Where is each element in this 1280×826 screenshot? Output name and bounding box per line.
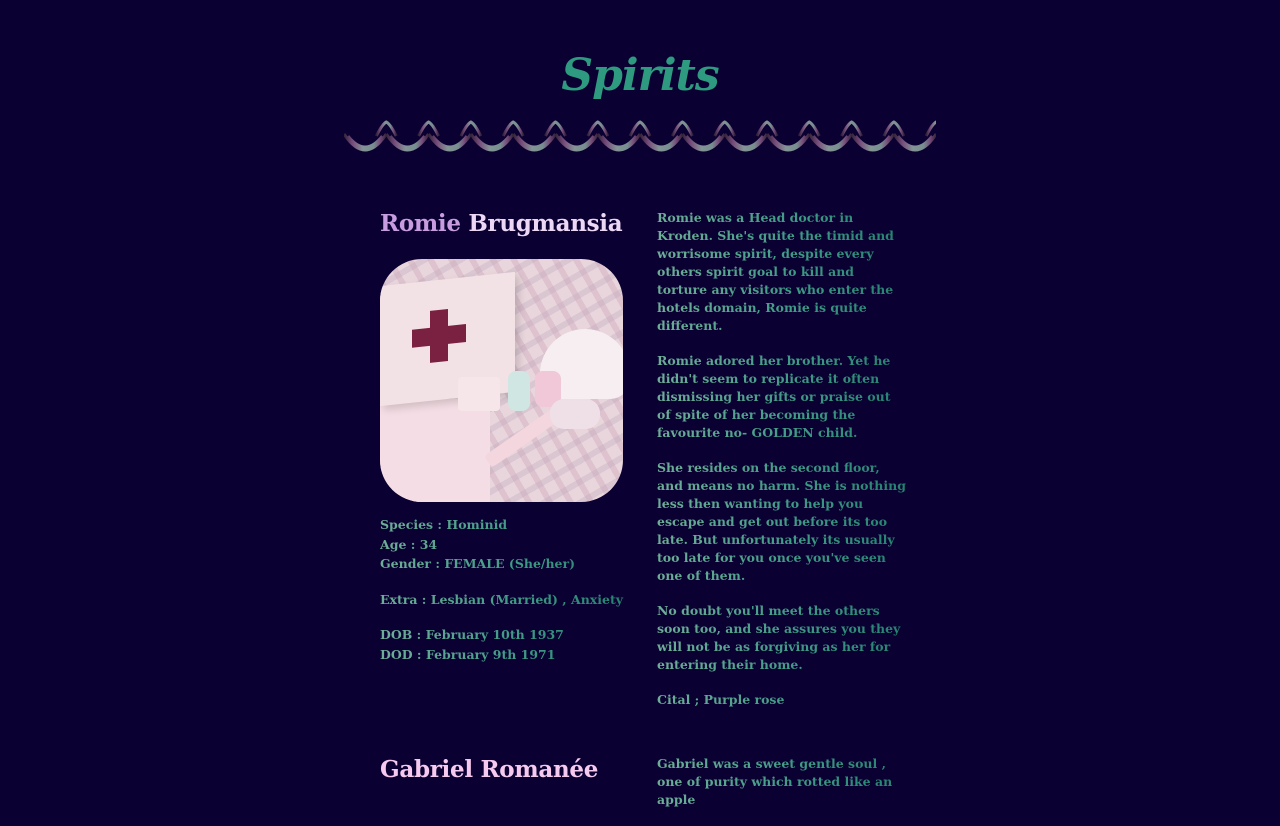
bio-paragraph: Gabriel was a sweet gentle soul , one of purity which rotted like an apple [657,756,893,807]
tape-rolls [550,399,600,429]
pill-box [458,377,500,411]
spirit-bio [657,755,907,826]
lace-scallop [640,134,682,150]
lace-scallop [894,134,936,150]
bio-cital: Cital ; Purple rose [657,692,785,707]
stat-species: Species : Hominid [380,517,508,532]
lace-scallop [513,134,555,150]
notepad [380,399,490,502]
bio-paragraph: No doubt you'll meet the others soon too, and she assures you they will not be as forgiving as her for entering their home. [657,603,901,672]
stat-gender: Gender : FEMALE (She/her) [380,556,576,571]
stat-age: Age : 34 [380,536,438,552]
stat-extra: Extra : Lesbian (Married) , Anxiety [380,591,623,607]
last-name: Brugmansia [468,210,623,237]
bio-paragraph: She resides on the second floor, and means no harm. She is nothing less then wanting to help you escape and get out before its too late. But unfortunately its usually too late for you once you've seen one of them. [657,460,906,583]
spirit-bio [657,209,907,726]
lace-scallop [344,134,386,150]
spirit-name [380,210,622,237]
lace-scallop [598,134,640,150]
lace-divider [344,120,936,160]
page-title: Spirits [561,50,719,101]
lace-scallop [429,134,471,150]
stat-dod: DOD : February 9th 1971 [380,646,556,662]
lace-scallop [556,134,598,150]
bio-paragraph: Romie adored her brother. Yet he didn't seem to replicate it often dismissing her gifts or praise out of spite of her becoming the favourite no- GOLDEN child. [657,353,891,440]
spirit-photo [380,259,623,502]
lace-scallop [852,134,894,150]
lace-scallop [809,134,851,150]
lace-scallop [725,134,767,150]
lace-scallop [386,134,428,150]
first-name: Romie [380,210,461,237]
lace-scallop [471,134,513,150]
bottle [508,371,530,411]
spirit-name: Gabriel Romanée [380,756,599,783]
stat-dob: DOB : February 10th 1937 [380,627,564,642]
spirit-stats [380,515,630,680]
bio-paragraph: Romie was a Head doctor in Kroden. She's quite the timid and worrisome spirit, despite every others spirit goal to kill and torture any visitors who enter the hotels domain, Romie is quite different. [657,210,894,333]
lace-scallop [767,134,809,150]
lace-scallop [682,134,724,150]
